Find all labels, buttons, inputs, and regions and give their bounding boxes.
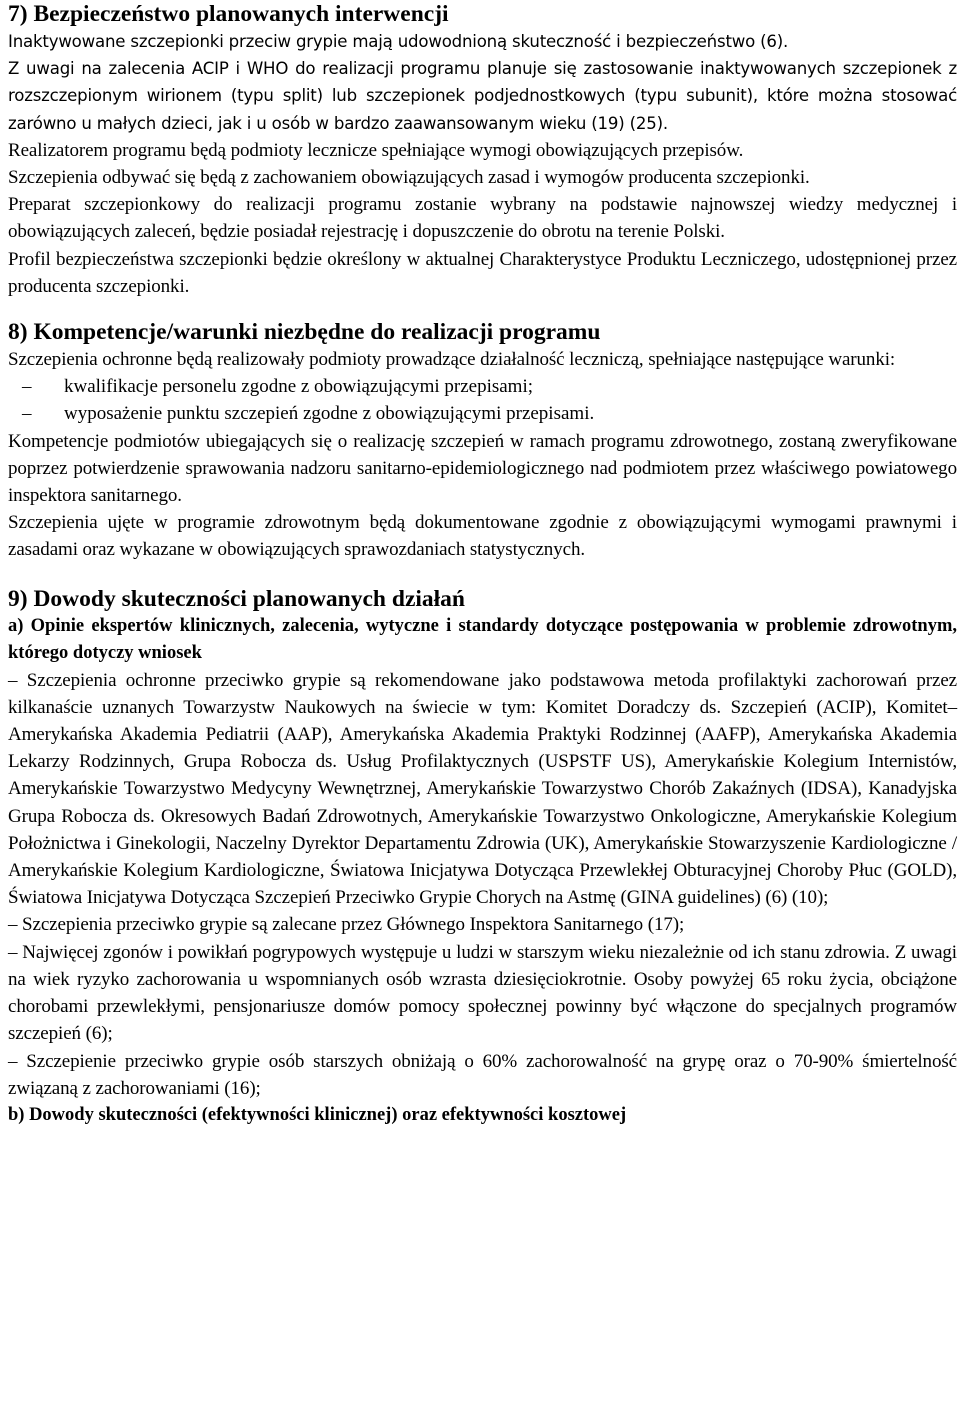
section-9-paragraph-3: – Najwięcej zgonów i powikłań pogrypowych występuje u ludzi w starszym wieku niezależnie od ich stanu zdrowia. Z uwagi na wiek ryzyko zachorowania u wspomnianych osób wzrasta dziesięciokrotnie. Osoby powyżej 65 roku życia, obciążone chorobami przewlekłymi, pensjonariusze domów pomocy społecznej powinny być włączone do specjalnych programów szczepień (6); bbox=[8, 941, 957, 1045]
section-7 bbox=[8, 0, 957, 300]
list-item bbox=[8, 400, 957, 427]
section-spacer bbox=[8, 300, 957, 318]
section-8-paragraph-2: Kompetencje podmiotów ubiegających się o realizację szczepień w ramach programu zdrowotnego, zostaną zweryfikowane poprzez potwierdzenie sprawowania nadzoru sanitarno-epidemiologicznego nad podmiotem przez właściwego powiatowego inspektora sanitarnego. bbox=[8, 430, 957, 507]
document-page bbox=[8, 0, 957, 1129]
section-7-paragraph-1: Inaktywowane szczepionki przeciw grypie mają udowodnioną skuteczność i bezpieczeństwo (6). bbox=[8, 32, 789, 51]
section-8-paragraph-3: Szczepienia ujęte w programie zdrowotnym będą dokumentowane zgodnie z obowiązującymi wymogami prawnymi i zasadami oraz wykazane w obowiązujących sprawozdaniach statystycznych. bbox=[8, 512, 957, 561]
section-9-paragraph-4: – Szczepienie przeciwko grypie osób starszych obniżają o 60% zachorowalność na grypę oraz o 70-90% śmiertelność związaną z zachorowaniami (16); bbox=[8, 1050, 957, 1099]
dash-bullet: – bbox=[22, 376, 32, 398]
section-9 bbox=[8, 585, 957, 1129]
list-item-text: kwalifikacje personelu zgodne z obowiązującymi przepisami; bbox=[64, 376, 534, 398]
section-9-paragraph-1: – Szczepienia ochronne przeciwko grypie są rekomendowane jako podstawowa metoda profilaktyki zachorowań przez kilkanaście uznanych Towarzystw Naukowych na świecie w tym: Komitet Doradczy ds. Szczepień (ACIP), Komitet– Amerykańska Akademia Pediatrii (AAP), Amerykańska Akademia Praktyki Rodzinnej (AAFP), Amerykańska Akademia Lekarzy Rodzinnych, Grupa Robocza ds. Usług Profilaktycznych (USPSTF US), Amerykańskie Kolegium Internistów, Amerykańskie Towarzystwo Medycyny Wewnętrznej, Amerykańskie Towarzystwo Chorób Zakaźnych (IDSA), Kanadyjska Grupa Robocza ds. Okresowych Badań Zdrowotnych, Amerykańskie Towarzystwo Onkologiczne, Amerykańskie Kolegium Położnictwa i Ginekologii, Naczelny Dyrektor Departamentu Zdrowia (UK), Amerykańskie Stowarzyszenie Kardiologiczne / Amerykańskie Kolegium Kardiologiczne, Światowa Inicjatywa Dotycząca Przewlekłej Obturacyjnej Choroby Płuc (GOLD), Światowa Inicjatywa Dotycząca Szczepień Przeciwko Grypie Chorych na Astmę (GINA guidelines) (6) (10); bbox=[8, 669, 957, 909]
dash-bullet: – bbox=[22, 403, 32, 425]
section-8-heading: 8) Kompetencje/warunki niezbędne do realizacji programu bbox=[8, 319, 601, 346]
section-9-heading: 9) Dowody skuteczności planowanych działań bbox=[8, 585, 465, 612]
subsection-b-heading: b) Dowody skuteczności (efektywności klinicznej) oraz efektywności kosztowej bbox=[8, 1104, 627, 1125]
section-7-heading: 7) Bezpieczeństwo planowanych interwencji bbox=[8, 1, 449, 27]
section-spacer bbox=[8, 564, 957, 585]
section-9-paragraph-2: – Szczepienia przeciwko grypie są zalecane przez Głównego Inspektora Sanitarnego (17); bbox=[8, 914, 685, 936]
section-7-paragraph-2: Z uwagi na zalecenia ACIP i WHO do realizacji programu planuje się zastosowanie inaktywowanych szczepionek z rozszczepionym wirionem (typu split) lub szczepionek podjednostkowych (typu subunit), które można stosować zarówno u małych dzieci, jak i u osób w bardzo zaawansowanym wieku (19) (25). bbox=[8, 59, 957, 133]
section-8 bbox=[8, 318, 957, 564]
list-item-text: wyposażenie punktu szczepień zgodne z obowiązującymi przepisami. bbox=[64, 403, 595, 425]
section-7-paragraph-3: Realizatorem programu będą podmioty lecznicze spełniające wymogi obowiązujących przepisów. bbox=[8, 139, 744, 161]
list-item bbox=[8, 373, 957, 400]
section-7-paragraph-6: Profil bezpieczeństwa szczepionki będzie określony w aktualnej Charakterystyce Produktu Leczniczego, udostępnionej przez producenta szczepionki. bbox=[8, 248, 957, 297]
section-7-paragraph-4: Szczepienia odbywać się będą z zachowaniem obowiązujących zasad i wymogów producenta szczepionki. bbox=[8, 167, 810, 189]
section-7-paragraph-5: Preparat szczepionkowy do realizacji programu zostanie wybrany na podstawie najnowszej wiedzy medycznej i obowiązujących zaleceń, będzie posiadał rejestrację i dopuszczenie do obrotu na terenie Polski. bbox=[8, 194, 957, 243]
subsection-a-heading: a) Opinie ekspertów klinicznych, zalecenia, wytyczne i standardy dotyczące postępowania w problemie zdrowotnym, którego dotyczy wniosek bbox=[8, 615, 957, 663]
section-8-intro: Szczepienia ochronne będą realizowały podmioty prowadzące działalność leczniczą, spełniające następujące warunki: bbox=[8, 349, 896, 371]
